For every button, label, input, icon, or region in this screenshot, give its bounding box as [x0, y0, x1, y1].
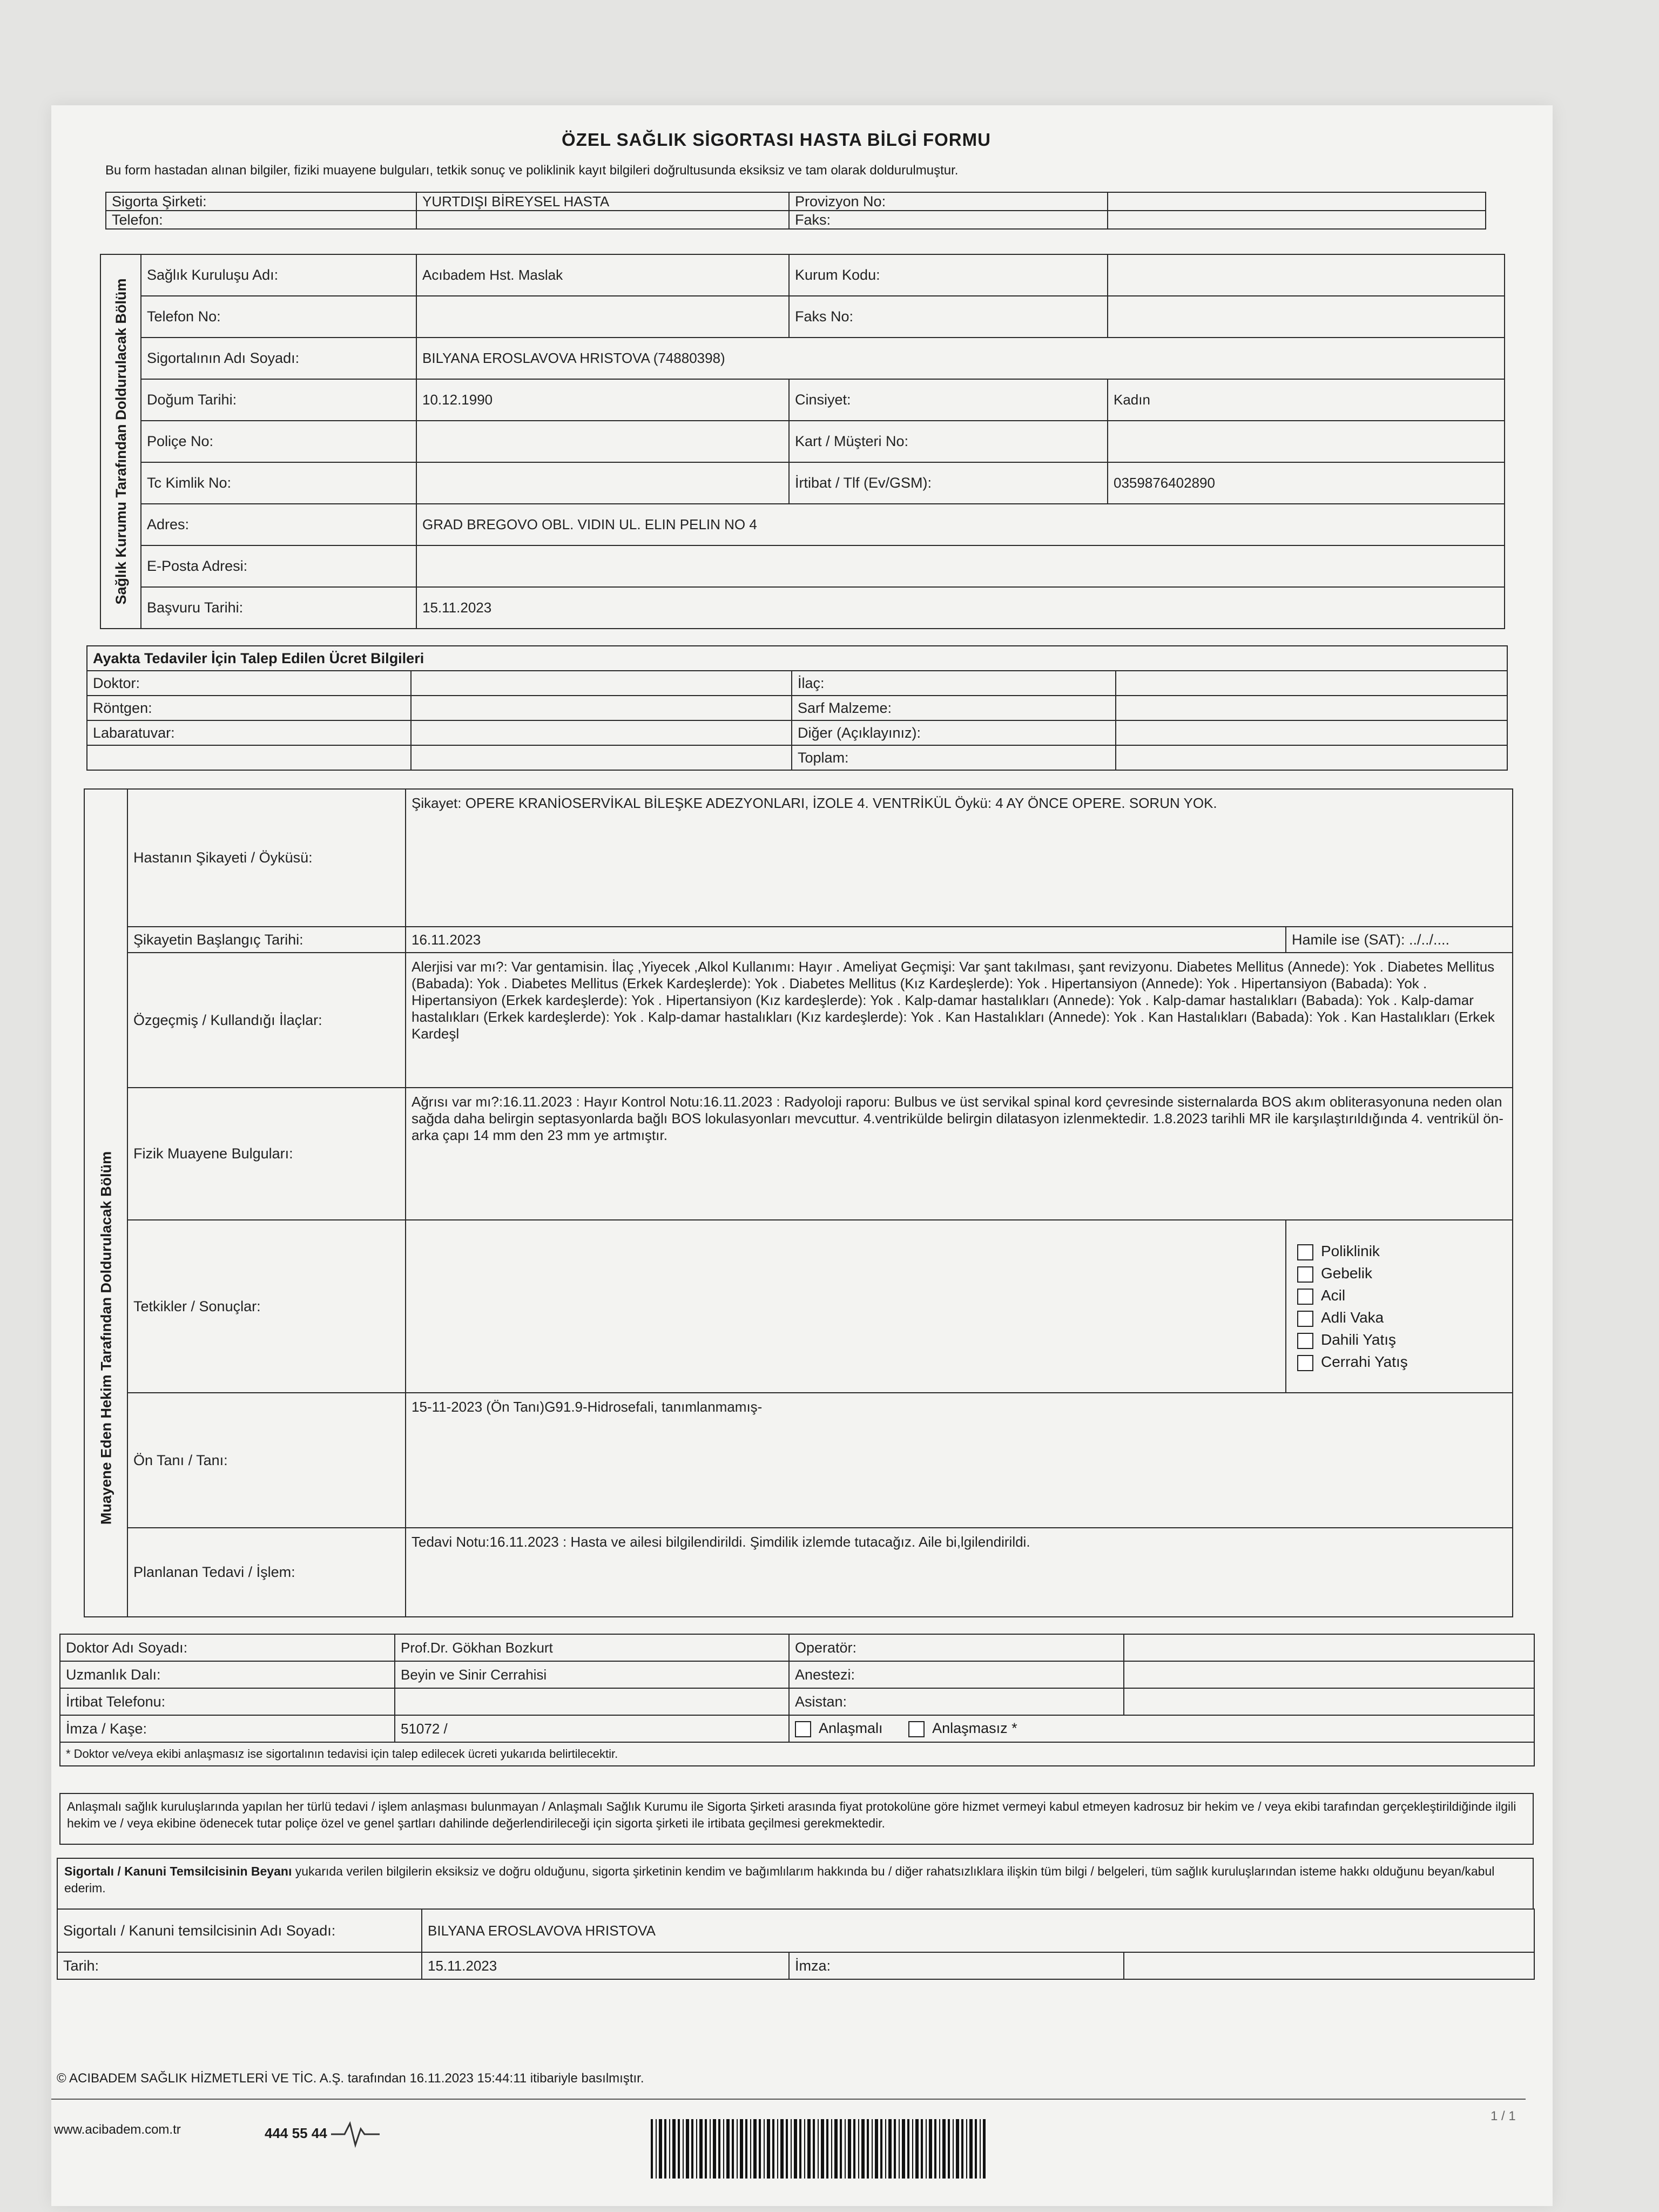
insurance-company-field[interactable]: YURTDIŞI BİREYSEL HASTA	[416, 192, 789, 211]
email-label: E-Posta Adresi:	[141, 545, 416, 587]
outpatient-header: Ayakta Tedaviler İçin Talep Edilen Ücret Bilgileri	[87, 646, 1507, 671]
checkbox-label: Acil	[1321, 1287, 1346, 1304]
tc-label: Tc Kimlik No:	[141, 462, 416, 504]
lab-fee-label: Labaratuvar:	[87, 720, 411, 745]
gender-label: Cinsiyet:	[789, 379, 1108, 421]
empty-cell	[411, 745, 792, 770]
contract-options	[789, 1715, 1534, 1742]
history-label: Özgeçmiş / Kullandığı İlaçlar:	[127, 953, 406, 1088]
phone-logo	[265, 2118, 380, 2150]
declaration-body: yukarıda verilen bilgilerin eksiksiz ve doğru olduğunu, sigorta şirketinin kendim ve bağımlılarım hakkında bu / diğer rahatsızlıklara ilişkin tüm bilgi / belgeleri, tüm sağlık kuruluşlarından isteme hakkı olduğunu beyan/kabul ederim.	[64, 1864, 1495, 1895]
checkbox-label: Gebelik	[1321, 1265, 1372, 1282]
onset-label: Şikayetin Başlangıç Tarihi:	[127, 927, 406, 953]
doctor-footnote: * Doktor ve/veya ekibi anlaşmasız ise sigortalının tedavisi için talep edilecek ücreti yukarıda belirtilecektir.	[60, 1742, 1534, 1766]
complaint-field[interactable]: Şikayet: OPERE KRANİOSERVİKAL BİLEŞKE ADEZYONLARI, İZOLE 4. VENTRİKÜL Öykü: 4 AY ÖNCE OPERE. SORUN YOK.	[406, 789, 1513, 927]
drug-fee-label: İlaç:	[792, 671, 1116, 696]
insurance-table	[105, 192, 1486, 230]
checkbox-gebelik[interactable]	[1297, 1262, 1507, 1284]
insurance-phone-field[interactable]	[416, 211, 789, 229]
anesthesia-label: Anestezi:	[789, 1661, 1124, 1688]
institution-code-label: Kurum Kodu:	[789, 254, 1108, 296]
tc-field[interactable]	[416, 462, 789, 504]
supply-fee-field[interactable]	[1116, 696, 1507, 720]
specialty-label: Uzmanlık Dalı:	[60, 1661, 395, 1688]
signature-label: İmza / Kaşe:	[60, 1715, 395, 1742]
checkbox-dahili-yatis[interactable]	[1297, 1328, 1507, 1351]
empty-cell	[87, 745, 411, 770]
gender-field[interactable]: Kadın	[1108, 379, 1505, 421]
checkbox-acil[interactable]	[1297, 1284, 1507, 1306]
checkbox-label: Cerrahi Yatış	[1321, 1353, 1408, 1370]
diagnosis-field[interactable]: 15-11-2023 (Ön Tanı)G91.9-Hidrosefali, tanımlanmamış-	[406, 1393, 1513, 1528]
diagnosis-label: Ön Tanı / Tanı:	[127, 1393, 406, 1528]
checkbox-box[interactable]	[1297, 1355, 1313, 1371]
specialty-field[interactable]: Beyin ve Sinir Cerrahisi	[395, 1661, 789, 1688]
heartbeat-icon	[331, 2118, 380, 2150]
contact-label: İrtibat / Tlf (Ev/GSM):	[789, 462, 1108, 504]
exam-section-label: Muayene Eden Hekim Tarafından Doldurulacak Bölüm	[98, 1151, 114, 1525]
dob-field[interactable]: 10.12.1990	[416, 379, 789, 421]
other-fee-field[interactable]	[1116, 720, 1507, 745]
doctor-table	[59, 1634, 1535, 1766]
contact-field[interactable]: 0359876402890	[1108, 462, 1505, 504]
declarant-name-label: Sigortalı / Kanuni temsilcisinin Adı Soyadı:	[57, 1909, 422, 1952]
declaration-table	[57, 1908, 1535, 1980]
declaration-sign-label: İmza:	[789, 1952, 1124, 1979]
insurance-company-label: Sigorta Şirketi:	[106, 192, 416, 211]
contracted-label: Anlaşmalı	[819, 1720, 883, 1737]
supply-fee-label: Sarf Malzeme:	[792, 696, 1116, 720]
doctor-phone-label: İrtibat Telefonu:	[60, 1688, 395, 1715]
insurance-fax-label: Faks:	[789, 211, 1108, 229]
declaration-date-field[interactable]: 15.11.2023	[422, 1952, 789, 1979]
checkbox-box[interactable]	[1297, 1311, 1313, 1327]
apply-date-field[interactable]: 15.11.2023	[416, 587, 1505, 629]
history-field[interactable]: Alerjisi var mı?: Var gentamisin. İlaç ,Yiyecek ,Alkol Kullanımı: Hayır . Ameliyat Geçmişi: Var şant takılması, şant revizyonu. Diabetes Mellitus (Annede): Yok . Diabetes Mellitus (Babada): Yok . Diabetes Mellitus (Erkek Kardeşlerde): Yok . Diabetes Mellitus (Kız Kardeşlerde): Yok . Hipertansiyon (Annede): Yok . Hipertansiyon (Babada): Yok . Hipertansiyon (Erkek kardeşlerde): Yok . Hipertansiyon (Kız kardeşlerde): Yok . Kalp-damar hastalıkları (Annede): Yok . Kalp-damar hastalıkları (Babada): Yok . Kalp-damar hastalıkları (Erkek kardeşlerde): Yok . Kalp-damar hastalıkları (Kız kardeşlerde): Yok . Kan Hastalıkları (Annede): Yok . Kan Hastalıkları (Babada): Yok . Kan Hastalıkları (Erkek Kardeşl	[406, 953, 1513, 1088]
operator-label: Operatör:	[789, 1634, 1124, 1661]
tests-field[interactable]	[406, 1220, 1286, 1393]
institution-phone-label: Telefon No:	[141, 296, 416, 338]
doctor-fee-label: Doktor:	[87, 671, 411, 696]
contract-notice: Anlaşmalı sağlık kuruluşlarında yapılan her türlü tedavi / işlem anlaşması bulunmayan / Anlaşmalı Sağlık Kurumu ile Sigorta Şirketi arasında fiyat protokolüne göre hizmet vermeyi kabul etmeyen kadrosuz bir hekim ve / veya ekibi tarafından gerçekleştirildiğinde ilgili hekim ve / veya ekibine ödenecek tutar poliçe özel ve genel şartları dahilinde değerlendirileceği için sigorta şirketi ile irtibata geçilmesi gerekmektedir.	[59, 1793, 1534, 1845]
provision-field[interactable]	[1108, 192, 1486, 211]
assistant-field[interactable]	[1124, 1688, 1534, 1715]
insurance-fax-field[interactable]	[1108, 211, 1486, 229]
checkbox-box[interactable]	[1297, 1266, 1313, 1283]
visit-type-checkboxes	[1286, 1220, 1513, 1393]
checkbox-adli-vaka[interactable]	[1297, 1306, 1507, 1328]
doctor-name-field[interactable]: Prof.Dr. Gökhan Bozkurt	[395, 1634, 789, 1661]
checkbox-label: Adli Vaka	[1321, 1309, 1384, 1326]
plan-label: Planlanan Tedavi / İşlem:	[127, 1528, 406, 1617]
checkbox-cerrahi-yatis[interactable]	[1297, 1351, 1507, 1373]
declarant-name-field[interactable]: BILYANA EROSLAVOVA HRISTOVA	[422, 1909, 1534, 1952]
card-field[interactable]	[1108, 421, 1505, 462]
page-number: 1 / 1	[1491, 2109, 1516, 2123]
noncontracted-label: Anlaşmasız *	[932, 1720, 1017, 1737]
institution-section-label: Sağlık Kurumu Tarafından Doldurulacak Bölüm	[113, 278, 129, 605]
checkbox-box[interactable]	[1297, 1333, 1313, 1349]
insured-name-field[interactable]: BILYANA EROSLAVOVA HRISTOVA (74880398)	[416, 338, 1505, 379]
phone-number: 444 55 44	[265, 2125, 327, 2141]
card-label: Kart / Müşteri No:	[789, 421, 1108, 462]
declaration-sign-field[interactable]	[1124, 1952, 1534, 1979]
declaration-title: Sigortalı / Kanuni Temsilcisinin Beyanı	[64, 1864, 292, 1878]
complaint-label: Hastanın Şikayeti / Öyküsü:	[127, 789, 406, 927]
apply-date-label: Başvuru Tarihi:	[141, 587, 416, 629]
exam-section-cell	[84, 789, 127, 1617]
outpatient-table	[86, 645, 1508, 771]
copyright-text: © ACIBADEM SAĞLIK HİZMETLERİ VE TİC. A.Ş. tarafından 16.11.2023 15:44:11 itibariyle basılmıştır.	[57, 2071, 644, 2086]
drug-fee-field[interactable]	[1116, 671, 1507, 696]
provision-label: Provizyon No:	[789, 192, 1108, 211]
signature-field[interactable]: 51072 /	[395, 1715, 789, 1742]
dob-label: Doğum Tarihi:	[141, 379, 416, 421]
barcode-image	[651, 2119, 986, 2179]
footer-divider	[51, 2099, 1526, 2100]
address-field[interactable]: GRAD BREGOVO OBL. VIDIN UL. ELIN PELIN NO 4	[416, 504, 1505, 545]
checkbox-box[interactable]	[1297, 1244, 1313, 1260]
institution-section-cell	[100, 254, 141, 629]
xray-fee-field[interactable]	[411, 696, 792, 720]
noncontracted-checkbox[interactable]	[908, 1721, 925, 1737]
tests-label: Tetkikler / Sonuçlar:	[127, 1220, 406, 1393]
anesthesia-field[interactable]	[1124, 1661, 1534, 1688]
institution-name-label: Sağlık Kuruluşu Adı:	[141, 254, 416, 296]
institution-phone-field[interactable]	[416, 296, 789, 338]
declaration-text	[57, 1858, 1534, 1910]
institution-fax-field[interactable]	[1108, 296, 1505, 338]
doctor-fee-field[interactable]	[411, 671, 792, 696]
assistant-label: Asistan:	[789, 1688, 1124, 1715]
xray-fee-label: Röntgen:	[87, 696, 411, 720]
institution-fax-label: Faks No:	[789, 296, 1108, 338]
pregnant-field[interactable]: Hamile ise (SAT): ../../....	[1286, 927, 1513, 953]
exam-table	[84, 788, 1513, 1617]
total-fee-field[interactable]	[1116, 745, 1507, 770]
doctor-name-label: Doktor Adı Soyadı:	[60, 1634, 395, 1661]
doctor-phone-field[interactable]	[395, 1688, 789, 1715]
email-field[interactable]	[416, 545, 1505, 587]
website-link[interactable]: www.acibadem.com.tr	[54, 2122, 181, 2137]
physical-label: Fizik Muayene Bulguları:	[127, 1088, 406, 1220]
declaration-date-label: Tarih:	[57, 1952, 422, 1979]
form-subtitle: Bu form hastadan alınan bilgiler, fiziki muayene bulguları, tetkik sonuç ve poliklinik kayıt bilgileri doğrultusunda eksiksiz ve tam olarak doldurulmuştur.	[105, 163, 959, 178]
onset-field[interactable]: 16.11.2023	[406, 927, 1286, 953]
other-fee-label: Diğer (Açıklayınız):	[792, 720, 1116, 745]
insured-name-label: Sigortalının Adı Soyadı:	[141, 338, 416, 379]
total-fee-label: Toplam:	[792, 745, 1116, 770]
policy-label: Poliçe No:	[141, 421, 416, 462]
insurance-phone-label: Telefon:	[106, 211, 416, 229]
institution-name-field[interactable]: Acıbadem Hst. Maslak	[416, 254, 789, 296]
operator-field[interactable]	[1124, 1634, 1534, 1661]
physical-field[interactable]: Ağrısı var mı?:16.11.2023 : Hayır Kontrol Notu:16.11.2023 : Radyoloji raporu: Bulbus ve üst servikal spinal kord çevresinde sisternalarda BOS akım obliterasyonuna neden olan sağda daha belirgin septasyonlarda bağlı BOS lokulasyonları mevcuttur. 4.ventrikülde belirgin dilatasyon izlenmektedir. 1.8.2023 tarihli MR ile karşılaştırıldığında 4. ventrikül ön-arka çapı 14 mm den 23 mm ye artmıştır.	[406, 1088, 1513, 1220]
contracted-checkbox[interactable]	[795, 1721, 811, 1737]
address-label: Adres:	[141, 504, 416, 545]
checkbox-label: Dahili Yatış	[1321, 1331, 1397, 1348]
checkbox-box[interactable]	[1297, 1289, 1313, 1305]
policy-field[interactable]	[416, 421, 789, 462]
plan-field[interactable]: Tedavi Notu:16.11.2023 : Hasta ve ailesi bilgilendirildi. Şimdilik izlemde tutacağız. Aile bi,lgilendirildi.	[406, 1528, 1513, 1617]
checkbox-label: Poliklinik	[1321, 1243, 1380, 1259]
institution-table	[100, 254, 1505, 629]
form-title: ÖZEL SAĞLIK SİGORTASI HASTA BİLGİ FORMU	[562, 130, 991, 150]
institution-code-field[interactable]	[1108, 254, 1505, 296]
lab-fee-field[interactable]	[411, 720, 792, 745]
checkbox-poliklinik[interactable]	[1297, 1240, 1507, 1262]
